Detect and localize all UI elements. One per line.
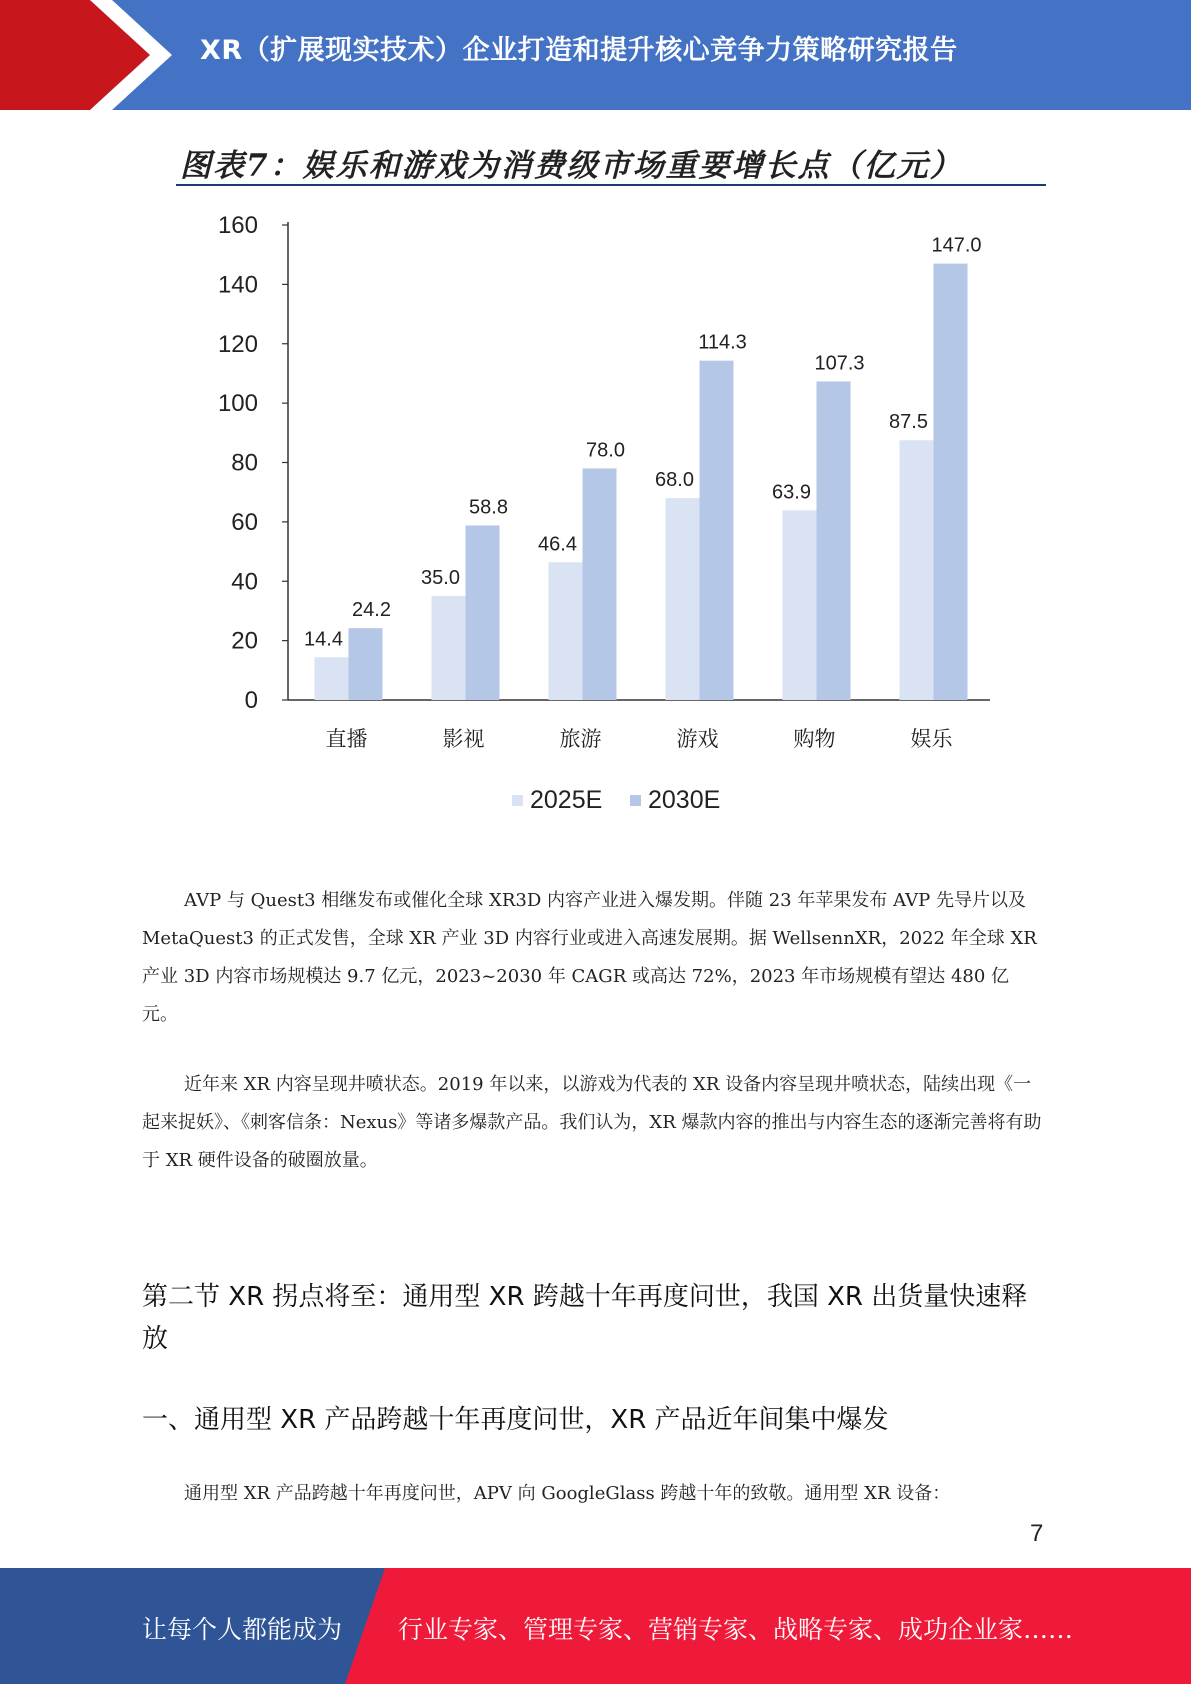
data-label: 63.9	[772, 481, 811, 504]
legend-swatch	[630, 795, 641, 806]
data-label: 87.5	[889, 411, 928, 434]
y-tick-label: 20	[231, 627, 258, 655]
bar	[466, 525, 500, 700]
y-tick-label: 160	[217, 212, 258, 239]
footer-slogan-right: 行业专家、管理专家、营销专家、战略专家、成功企业家……	[398, 1615, 1074, 1644]
y-tick-label: 40	[231, 568, 258, 596]
bar	[783, 510, 817, 700]
legend-label: 2025E	[530, 786, 603, 814]
page-footer	[0, 1568, 1191, 1684]
y-tick-label: 0	[244, 687, 258, 714]
data-label: 147.0	[931, 234, 982, 257]
page-header	[0, 0, 1191, 110]
bar	[700, 361, 734, 700]
legend-label: 2030E	[648, 786, 721, 814]
x-tick-label: 购物	[793, 728, 836, 751]
paragraph-1: AVP 与 Quest3 相继发布或催化全球 XR3D 内容产业进入爆发期。伴随 23 年苹果发布 AVP 先导片以及 MetaQuest3 的正式发售，全球 XR 产业 3D 内容行业或进入高速发展期。据 WellsennXR，2022 年全球 XR 产业 3D 内容市场规模达 9.7 亿元，2023~2030 年 CAGR 或高达 72%，2023 年市场规模有望达 480 亿元。	[142, 890, 1037, 1025]
bar	[349, 628, 383, 700]
figure-title-rule	[176, 184, 1046, 186]
bar	[583, 468, 617, 700]
footer-slogan-left: 让每个人都能成为	[142, 1615, 343, 1644]
bar	[549, 562, 583, 700]
data-label: 35.0	[421, 567, 460, 590]
data-label: 78.0	[586, 439, 625, 462]
report-title: XR（扩展现实技术）企业打造和提升核心竞争力策略研究报告	[200, 35, 958, 66]
data-label: 68.0	[655, 469, 694, 492]
data-label: 58.8	[469, 496, 508, 519]
y-tick-label: 60	[231, 508, 258, 536]
x-tick-label: 游戏	[676, 728, 719, 751]
bar	[666, 498, 700, 700]
y-tick-label: 80	[231, 449, 258, 477]
bar	[900, 440, 934, 700]
x-tick-label: 影视	[442, 728, 485, 751]
y-tick-label: 140	[217, 271, 258, 299]
figure-title: 图表7：娱乐和游戏为消费级市场重要增长点（亿元）	[180, 148, 963, 184]
y-tick-label: 100	[217, 390, 258, 418]
section-heading: 第二节 XR 拐点将至：通用型 XR 跨越十年再度问世，我国 XR 出货量快速释放	[142, 1282, 1028, 1354]
page-number: 7	[1030, 1520, 1044, 1547]
data-label: 24.2	[352, 599, 391, 622]
bar	[432, 596, 466, 700]
bar	[315, 657, 349, 700]
subsection-heading: 一、通用型 XR 产品跨越十年再度问世，XR 产品近年间集中爆发	[142, 1405, 889, 1435]
data-label: 107.3	[814, 352, 865, 375]
paragraph-2: 近年来 XR 内容呈现井喷状态。2019 年以来，以游戏为代表的 XR 设备内容呈现井喷状态，陆续出现《一起来捉妖》、《刺客信条：Nexus》等诸多爆款产品。我们认为，XR 爆款内容的推出与内容生态的逐渐完善将有助于 XR 硬件设备的破圈放量。	[142, 1074, 1042, 1171]
bar-chart	[200, 200, 1040, 840]
data-label: 14.4	[304, 628, 343, 651]
data-label: 114.3	[698, 331, 747, 354]
bar	[817, 381, 851, 700]
x-tick-label: 旅游	[559, 728, 602, 751]
y-tick-label: 120	[217, 330, 258, 358]
legend-swatch	[512, 795, 523, 806]
x-tick-label: 娱乐	[910, 728, 953, 751]
bar	[934, 264, 968, 700]
x-tick-label: 直播	[325, 728, 368, 751]
data-label: 46.4	[538, 533, 577, 556]
header-arrow-decoration	[0, 0, 200, 110]
paragraph-3: 通用型 XR 产品跨越十年再度问世，APV 向 GoogleGlass 跨越十年的致敬。通用型 XR 设备：	[184, 1483, 951, 1504]
